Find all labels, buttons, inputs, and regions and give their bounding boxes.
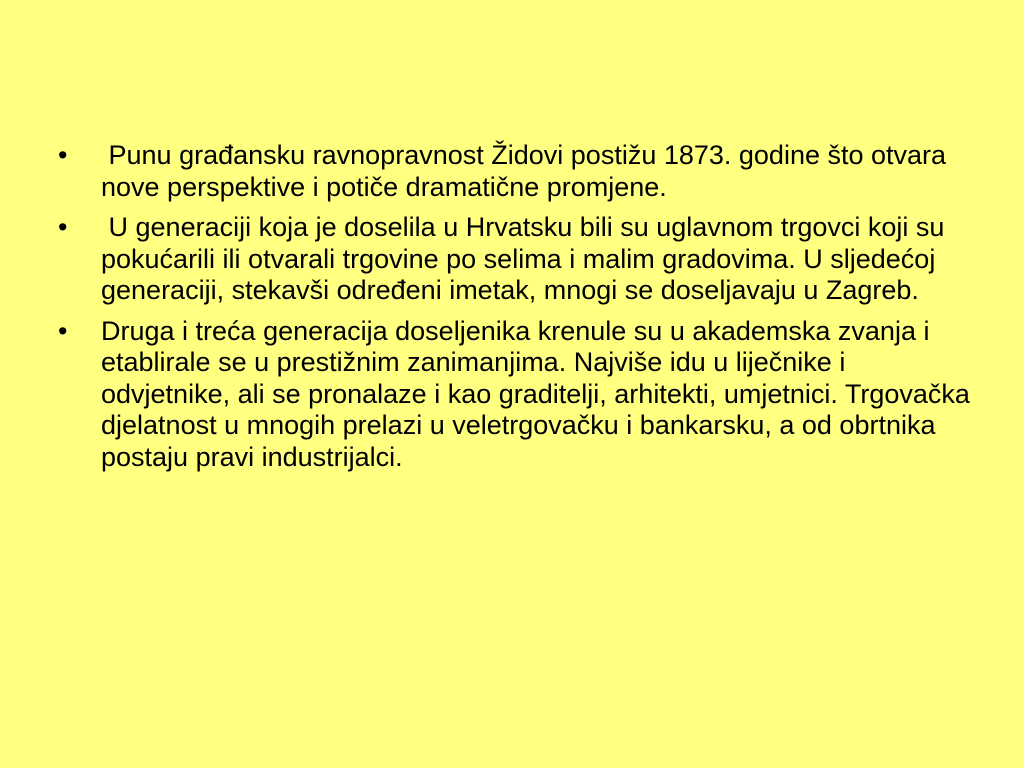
bullet-list [58, 140, 978, 482]
bullet-icon: • [58, 212, 68, 242]
bullet-icon: • [58, 315, 68, 346]
bullet-text: U generaciji koja je doselila u Hrvatsku bili su uglavnom trgovci koji su pokućarili ili otvarali trgovine po selima i malim gradovima. U sljedećoj generaciji, stekavši određeni imetak, mnogi se doseljavaju u Zagreb. [101, 212, 952, 305]
bullet-item-1 [58, 140, 978, 203]
bullet-text: Punu građansku ravnopravnost Židovi postižu 1873. godine što otvara nove perspektive i potiče dramatične promjene. [101, 140, 954, 202]
bullet-item-2 [58, 212, 978, 307]
bullet-text: Druga i treća generacija doseljenika krenule su u akademska zvanja i etablirale se u prestižnim zanimanjima. Najviše idu u liječnike i odvjetnike, ali se pronalaze i kao graditelji, arhitekti, umjetnici. Trgovačka djelatnost u mnogih prelazi u veletrgovačku i bankarsku, a od obrtnika postaju pravi industrijalci. [101, 315, 970, 472]
bullet-item-3 [58, 316, 978, 474]
bullet-icon: • [58, 140, 68, 170]
